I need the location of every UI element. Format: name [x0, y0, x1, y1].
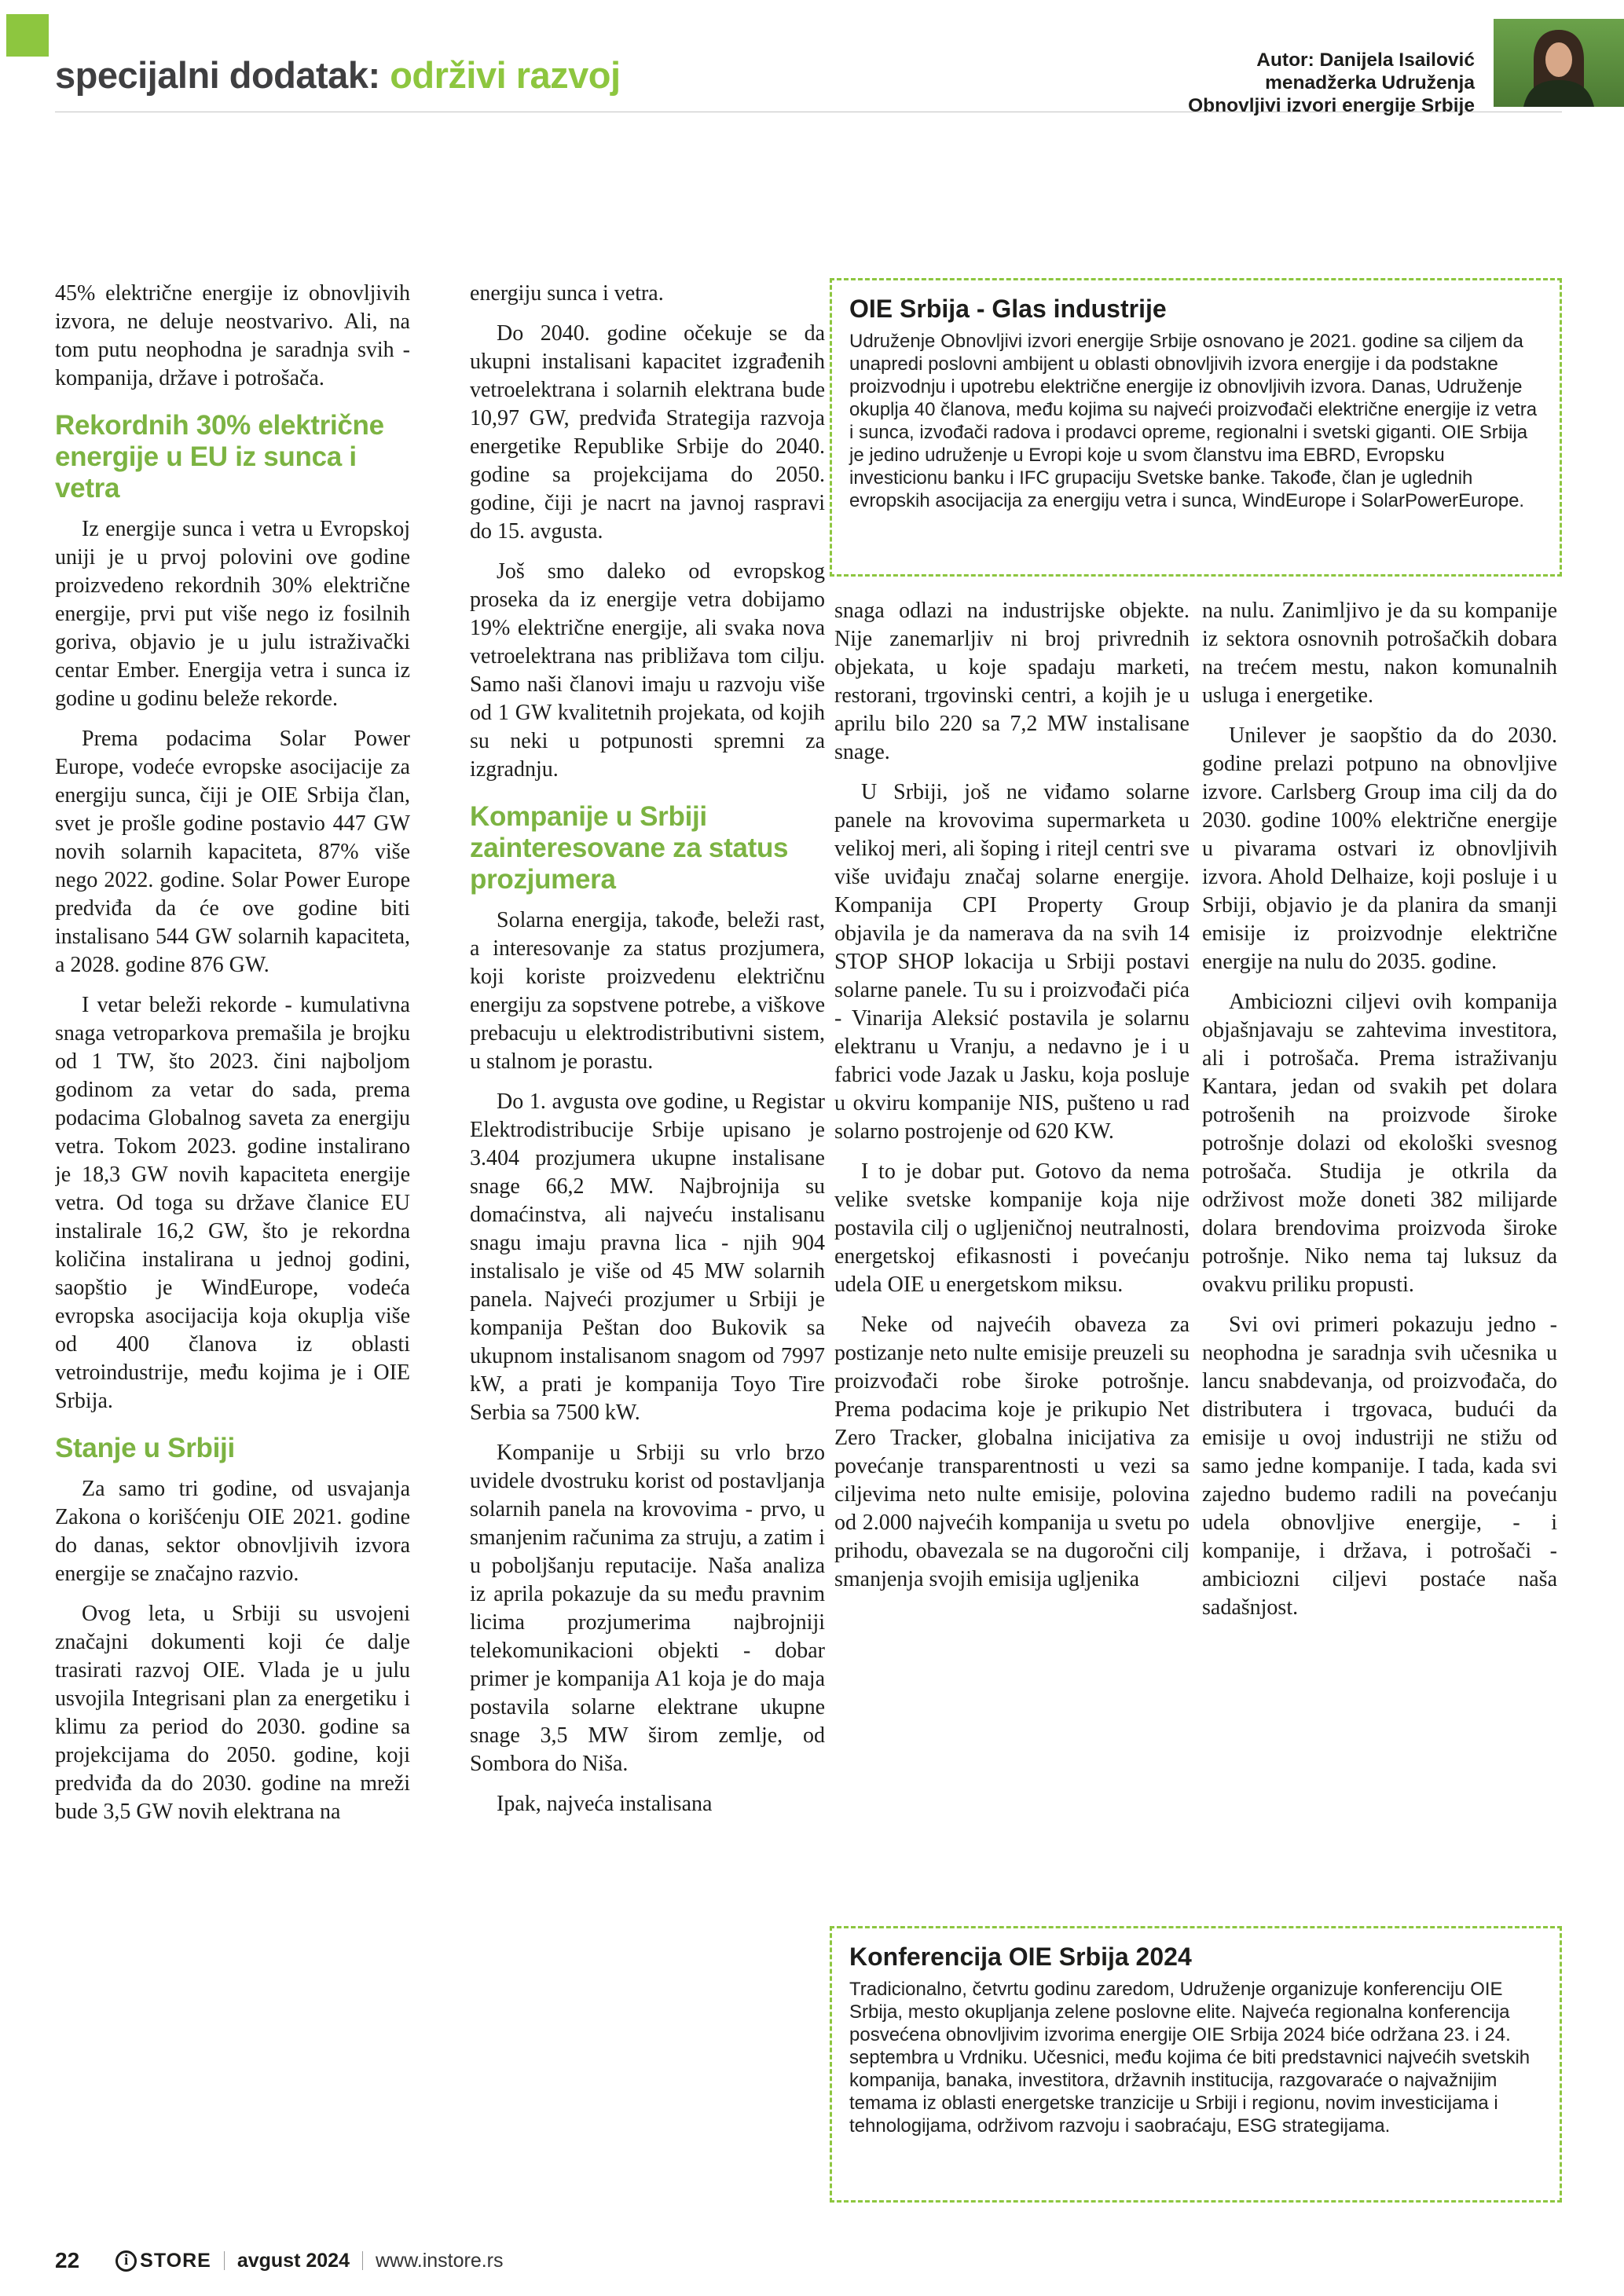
paragraph: Unilever je saopštio da do 2030. godine prelazi potpuno na obnovljive izvore. Carlsberg Group ima cilj da do 2030. godine 100% električne energije u pivarama ostvari iz obnovljivih izvora. Ahold Delhaize, koji posluje i u Srbiji, objavio je da planira da smanji emisije iz proizvodnje električne energije na nulu do 2035. godine.	[1202, 723, 1557, 974]
paragraph: na nulu. Zanimljivo je da su kompanije iz sektora osnovnih potrošačkih dobara na trećem mestu, nakon komunalnih usluga i energetike.	[1202, 599, 1557, 708]
paragraph: Iz energije sunca i vetra u Evropskoj uniji je u prvoj polovini ove godine proizvedeno rekordnih 30% električne energije, prvi put više nego iz fosilnih goriva, objavio je u julu istraživački centar Ember. Energija vetra i sunca iz godine u godinu beleže rekorde.	[55, 517, 410, 711]
conference-infobox-title: Konferencija OIE Srbija 2024	[849, 1943, 1192, 1971]
paragraph: snaga odlazi na industrijske objekte. Nije zanemarljiv ni broj privrednih objekata, u koje spadaju marketi, restorani, trgovinski centri, a kojih je u aprilu bilo 220 sa 7,2 MW instalisane snage.	[834, 599, 1190, 764]
circle-i-icon: i	[115, 2250, 137, 2272]
instore-logo	[115, 2250, 211, 2272]
paragraph: 45% električne energije iz obnovljivih izvora, ne deluje neostvarivo. Ali, na tom putu neophodna je saradnja svih - kompanija, države i potrošača.	[55, 281, 410, 390]
paragraph: Solarna energija, takođe, beleži rast, a interesovanje za status prozjumera, koji koriste proizvedenu električnu energiju za sopstvene potrebe, a viškove prebacuju u elektrodistributivni sistem, u stalnom je porastu.	[470, 908, 825, 1074]
paragraph: Prema podacima Solar Power Europe, vodeće evropske asocijacije za energiju sunca, čiji je OIE Srbija član, svet je prošle godine postavio 447 GW novih solarnih kapaciteta, 87% više nego 2022. godine. Solar Power Europe predviđa da će ove godine biti instalisano 544 GW solarnih kapaciteta, a 2028. godine 876 GW.	[55, 727, 410, 977]
paragraph: Ipak, najveća instalisana	[497, 1792, 713, 1816]
article-column-3	[834, 597, 1190, 1910]
author-portrait-illustration	[1494, 19, 1624, 107]
paragraph: U Srbiji, još ne viđamo solarne panele na krovovima supermarketa u velikoj meri, ali šoping i ritejl centri sve više uviđaju značaj solarne energije. Kompanija CPI Property Group objavila je da namerava da na svih 14 STOP SHOP lokacija u Srbiji postavi solarne panele. Tu su i proizvođači pića - Vinarija Aleksić postavila je solarnu elektranu u Vranju, a nedavno je i u fabrici vode Jazak u Jasku, koja posluje u okviru kompanije NIS, pušteno u rad solarno postrojenje od 620 KW.	[834, 780, 1190, 1144]
industry-infobox-text: Udruženje Obnovljivi izvori energije Srbije osnovano je 2021. godine sa ciljem da unapredi poslovni ambijent u oblasti obnovljivih izvora energije i da podstakne proizvodnju i upotrebu električne energije iz obnovljivih izvora. Danas, Udruženje okuplja 40 članova, među kojima su najveći proizvođači električne energije iz vetra i sunca, izvođači radova i prodavci opreme, regionalni i svetski giganti. OIE Srbija je jedino udruženje u Evropi koje u svom članstvu ima EBRD, Evropsku investicionu banku i IFC grupaciju Svetske banke. Takođe, član je uglednih evropskih asocijacija za energiju vetra i sunca, WindEurope i SolarPowerEurope.	[849, 331, 1538, 511]
brand-name: STORE	[140, 2249, 211, 2272]
section-heading: Stanje u Srbiji	[55, 1433, 235, 1463]
page-number: 22	[55, 2248, 80, 2272]
footer-divider	[224, 2251, 225, 2270]
paragraph: Za samo tri godine, od usvajanja Zakona o korišćenju OIE 2021. godine do danas, sektor obnovljivih izvora energije se značajno razvio.	[55, 1477, 410, 1586]
paragraph: Ambiciozni ciljevi ovih kompanija objašnjavaju se zahtevima investitora, ali i potrošača. Prema istraživanju Kantara, jedan od svakih pet dolara potrošenih na proizvode široke potrošnje dolazi od ekološki svesnog potrošača. Studija je otkrila da održivost može doneti 382 milijarde dolara brendovima proizvoda široke potrošnje. Niko nema taj luksuz da ovakvu priliku propusti.	[1202, 990, 1557, 1297]
section-heading: Kompanije u Srbiji zainteresovane za status prozjumera	[470, 801, 789, 895]
footer-divider	[362, 2251, 363, 2270]
kicker-prefix: specijalni dodatak:	[55, 54, 390, 96]
article-column-4	[1202, 597, 1557, 1910]
article-column-1	[55, 280, 410, 2209]
website-url: www.instore.rs	[375, 2249, 504, 2272]
author-organization: Obnovljivi izvori energije Srbije	[1188, 95, 1475, 116]
paragraph: Do 1. avgusta ove godine, u Registar Elektrodistribucije Srbije upisano je 3.404 prozjumera ukupne instalisane snage 66,2 MW. Najbrojnija su domaćinstva, ali najveću instalisanu snagu imaju pravna lica - njih 904 instalisalo je više od 45 MW solarnih panela. Najveći prozjumer u Srbiji je kompanija Peštan doo Bukovik sa ukupnom instalisanom snagom od 7997 kW, a prati je kompanija Toyo Tire Serbia sa 7500 kW.	[470, 1089, 825, 1425]
paragraph: Kompanije u Srbiji su vrlo brzo uvidele dvostruku korist od postavljanja solarnih panela na krovovima - prvo, u smanjenim računima za struju, a zatim i u poboljšanju reputacije. Naša analiza iz aprila pokazuje da su među pravnim licima prozjumerima najbrojniji telekomunikacioni objekti - dobar primer je kompanija A1 koja je do maja postavila solarne elektrane ukupne snage 3,5 MW širom zemlje, od Sombora do Niša.	[470, 1441, 825, 1776]
paragraph: Ovog leta, u Srbiji su usvojeni značajni dokumenti koji će dalje trasirati razvoj OIE. Vlada je u julu usvojila Integrisani plan za energetiku i klimu za period do 2030. godine sa projekcijama do 2050. godine, koji predviđa da do 2030. godine na mreži bude 3,5 GW novih elektrana na	[55, 1602, 410, 1824]
corner-accent-square	[6, 14, 49, 57]
page-kicker	[55, 53, 621, 97]
industry-infobox	[830, 278, 1562, 577]
paragraph: I to je dobar put. Gotovo da nema velike svetske kompanije koja nije postavila cilj o ugljeničnoj neutralnosti, energetskoj efikasnosti i povećanju udela OIE u energetskom miksu.	[834, 1159, 1190, 1297]
paragraph: I vetar beleži rekorde - kumulativna snaga vetroparkova premašila je brojku od 1 TW, što 2023. čini najboljom godinom za vetar do sada, prema podacima Globalnog saveta za energiju vetra. Tokom 2023. godine instalirano je 18,3 GW novih kapaciteta energije vetra. Od toga su države članice EU instalirale 16,2 GW, što je rekordna količina instalirana u jednoj godini, saopštio je WindEurope, vodeća evropska asocijacija koja okuplja više od 400 članova iz oblasti vetroindustrije, među kojima je i OIE Srbija.	[55, 993, 410, 1413]
paragraph: energiju sunca i vetra.	[470, 281, 664, 306]
page-footer	[55, 2248, 1562, 2273]
industry-infobox-title: OIE Srbija - Glas industrije	[849, 295, 1167, 323]
author-photo	[1494, 19, 1624, 107]
issue-date: avgust 2024	[236, 2249, 350, 2272]
kicker-accent: održivi razvoj	[390, 54, 621, 96]
paragraph: Svi ovi primeri pokazuju jedno - neophodna je saradnja svih učesnika u lancu snabdevanja, od proizvođača, do distributera i trgovaca, budući da emisije u ovoj industriji ne stižu od samo jedne kompanije. I tada, kada svi zajedno budemo radili na povećanju udela obnovljive energije, - i kompanije, i država, i potrošači - ambiciozni ciljevi postaće naša sadašnjost.	[1202, 1313, 1557, 1620]
paragraph: Još smo daleko od evropskog proseka da iz energije vetra dobijamo 19% električne energije, ali svaka nova vetroelektrana nas približava tom cilju. Samo naši članovi imaju u razvoju više od 1 GW kvalitetnih projekata, od kojih su neki u potpunosti spremni za izgradnju.	[470, 559, 825, 782]
author-name: Autor: Danijela Isailović	[1256, 49, 1475, 71]
conference-infobox-text: Tradicionalno, četvrtu godinu zaredom, Udruženje organizuje konferenciju OIE Srbija, mesto okupljanja zelene poslovne elite. Najveća regionalna konferencija posvećena obnovljivim izvorima energije OIE Srbija 2024 biće održana 23. i 24. septembra u Vrdniku. Učesnici, među kojima će biti predstavnici najvećih svetskih kompanija, banaka, investitora, državnih institucija, razgovaraće o najvažnijim temama iz oblasti energetske tranzicije u Srbiji i regionu, novim investicijama i tehnologijama, održivom razvoju i saobraćaju, ESG strategijama.	[849, 1979, 1531, 2137]
author-block	[1188, 49, 1475, 117]
author-role: menadžerka Udruženja	[1265, 72, 1475, 93]
conference-infobox	[830, 1926, 1562, 2203]
paragraph: Do 2040. godine očekuje se da ukupni instalisani kapacitet izgrađenih vetroelektrana i solarnih elektrana bude 10,97 GW, predviđa Strategija razvoja energetike Republike Srbije do 2040. godine sa projekcijama do 2050. godine, čiji je nacrt na javnoj raspravi do 15. avgusta.	[470, 321, 825, 544]
section-heading: Rekordnih 30% električne energije u EU iz sunca i vetra	[55, 410, 384, 504]
paragraph: Neke od najvećih obaveza za postizanje neto nulte emisije preuzeli su proizvođači robe široke potrošnje. Prema podacima koje je prikupio Net Zero Tracker, globalna inicijativa za povećanje transparentnosti u vezi sa ciljevima neto nulte emisije, polovina od 2.000 najvećih kompanija u svetu po prihodu, obavezala se na dugoročni cilj smanjenja svojih emisija ugljenika	[834, 1313, 1190, 1591]
article-column-2	[470, 280, 825, 2209]
